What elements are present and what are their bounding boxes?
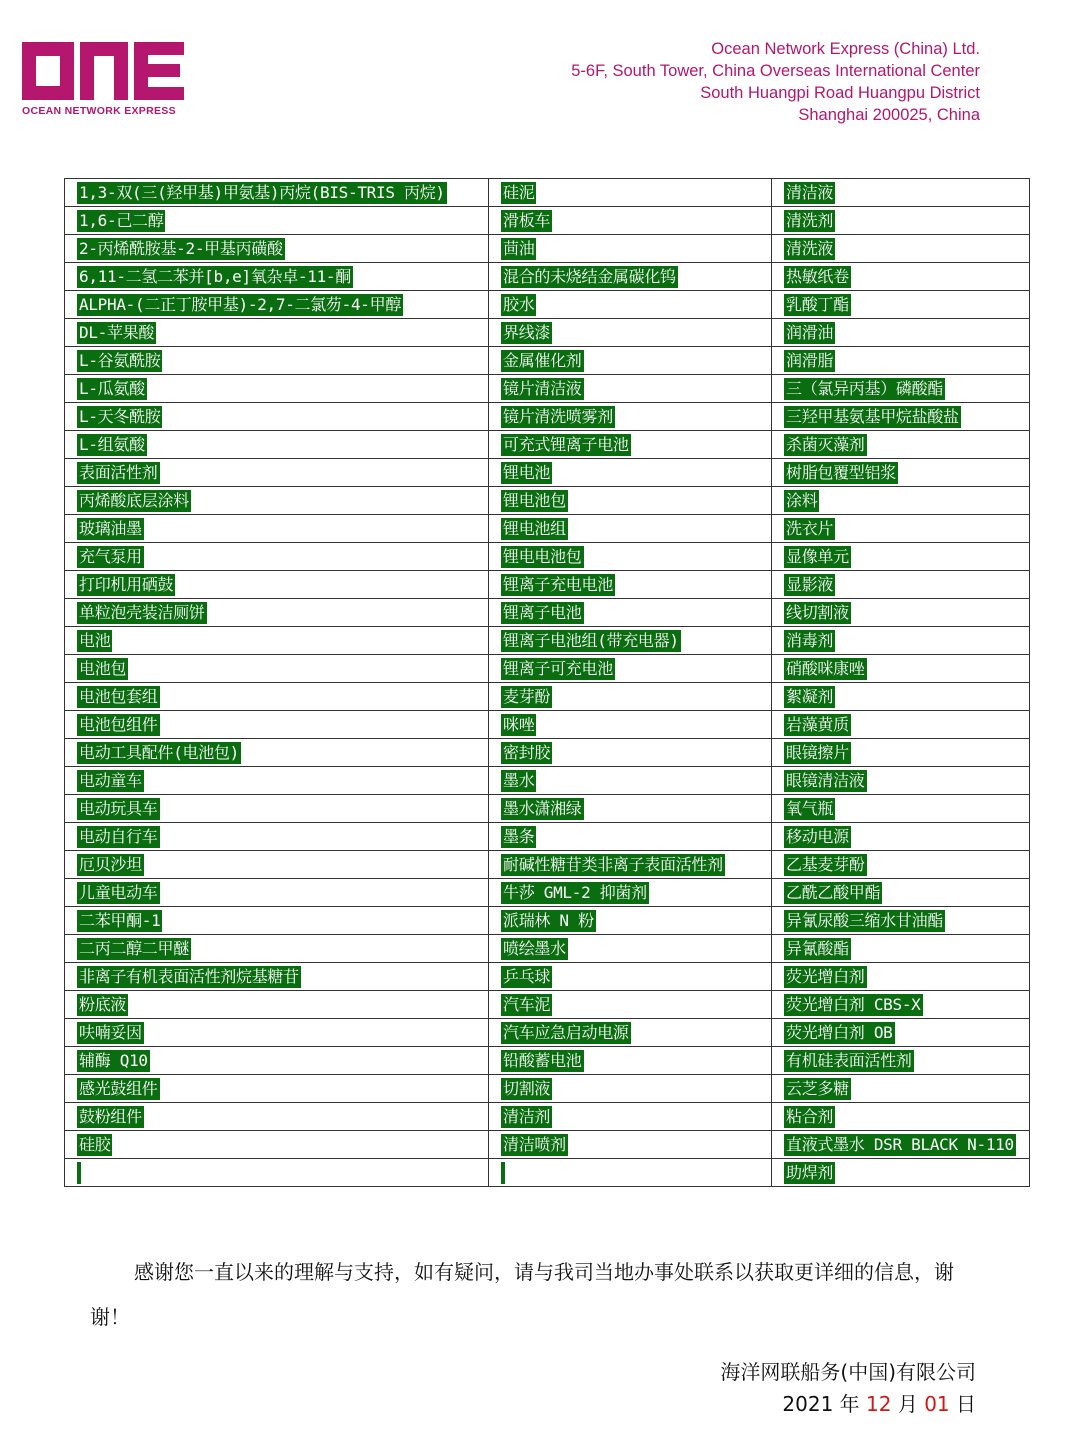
- cell-text: 6,11-二氢二苯并[b,e]氧杂卓-11-酮: [79, 266, 351, 286]
- date-day: 01: [924, 1392, 950, 1416]
- table-cell: [65, 627, 489, 655]
- table-cell: [489, 991, 772, 1019]
- cell-text: 消毒剂: [786, 630, 834, 650]
- cell-text: 异氰尿酸三缩水甘油酯: [786, 910, 944, 930]
- company-address: [571, 38, 980, 126]
- cell-text: 电池包套组: [79, 686, 158, 706]
- cell-text: 感光鼓组件: [79, 1078, 158, 1098]
- table-cell: [489, 739, 772, 767]
- table-cell: [489, 683, 772, 711]
- cell-text: 可充式锂离子电池: [503, 434, 629, 454]
- table-cell: [772, 571, 1030, 599]
- cell-text: 锂电池包: [503, 490, 566, 510]
- table-cell: [772, 1047, 1030, 1075]
- table-cell: [772, 179, 1030, 207]
- cell-text: 汽车应急启动电源: [503, 1022, 629, 1042]
- cell-text: 锂电池: [503, 462, 551, 482]
- table-cell: [65, 459, 489, 487]
- cell-text: 粘合剂: [786, 1106, 834, 1126]
- table-row: [65, 179, 1030, 207]
- table-cell: [489, 1019, 772, 1047]
- table-cell: [772, 627, 1030, 655]
- cell-text: 喷绘墨水: [503, 938, 566, 958]
- cell-text: 丙烯酸底层涂料: [79, 490, 189, 510]
- cell-text: 电池包组件: [79, 714, 158, 734]
- table-cell: [489, 375, 772, 403]
- cell-text: 锂离子电池: [503, 602, 582, 622]
- table-row: [65, 1047, 1030, 1075]
- table-row: [65, 1159, 1030, 1187]
- table-cell: [489, 431, 772, 459]
- table-cell: [65, 795, 489, 823]
- cell-text: 鼓粉组件: [79, 1106, 142, 1126]
- table-cell: [489, 907, 772, 935]
- table-cell: [489, 711, 772, 739]
- table-cell: [65, 991, 489, 1019]
- table-cell: [772, 403, 1030, 431]
- cell-text: 墨水: [503, 770, 535, 790]
- cell-text: 有机硅表面活性剂: [786, 1050, 912, 1070]
- cell-text: 茴油: [503, 238, 535, 258]
- cell-text: 树脂包覆型铝浆: [786, 462, 896, 482]
- cell-text: 岩藻黄质: [786, 714, 849, 734]
- table-cell: [65, 403, 489, 431]
- table-row: [65, 935, 1030, 963]
- cell-text: 清洗液: [786, 238, 834, 258]
- cell-text: 清洁液: [786, 182, 834, 202]
- cell-text: 异氰酸酯: [786, 938, 849, 958]
- cell-text: 牛莎 GML-2 抑菌剂: [503, 882, 647, 902]
- table-row: [65, 431, 1030, 459]
- table-cell: [772, 291, 1030, 319]
- cell-text: 辅酶 Q10: [79, 1050, 148, 1070]
- signature-block: [720, 1356, 976, 1420]
- table-cell: [772, 795, 1030, 823]
- cell-text: 线切割液: [786, 602, 849, 622]
- cell-text: 表面活性剂: [79, 462, 158, 482]
- cell-text: 打印机用硒鼓: [79, 574, 174, 594]
- one-logo-mark-icon: [22, 42, 184, 100]
- date-year: 2021: [782, 1392, 834, 1416]
- table-row: [65, 487, 1030, 515]
- table-row: [65, 515, 1030, 543]
- table-cell: [772, 963, 1030, 991]
- cell-text: 杀菌灭藻剂: [786, 434, 865, 454]
- table-cell: [489, 879, 772, 907]
- table-row: [65, 795, 1030, 823]
- table-cell: [65, 767, 489, 795]
- table-row: [65, 347, 1030, 375]
- cell-text: 助焊剂: [786, 1162, 834, 1182]
- table-cell: [772, 235, 1030, 263]
- table-cell: [772, 879, 1030, 907]
- table-cell: [489, 291, 772, 319]
- cell-text: 二苯甲酮-1: [79, 910, 161, 930]
- one-logo: [22, 42, 192, 117]
- table-cell: [489, 767, 772, 795]
- table-cell: [772, 487, 1030, 515]
- table-cell: [772, 1131, 1030, 1159]
- table-cell: [772, 1103, 1030, 1131]
- table-cell: [772, 935, 1030, 963]
- cell-text: 硝酸咪康唑: [786, 658, 865, 678]
- table-cell: [489, 319, 772, 347]
- cell-text: 乳酸丁酯: [786, 294, 849, 314]
- cell-text: 移动电源: [786, 826, 849, 846]
- goods-list-table: [64, 178, 1030, 1187]
- table-cell: [489, 1075, 772, 1103]
- table-cell: [65, 907, 489, 935]
- cell-text: 氧气瓶: [786, 798, 834, 818]
- table-row: [65, 907, 1030, 935]
- cell-text: 润滑脂: [786, 350, 834, 370]
- cell-text: 界线漆: [503, 322, 551, 342]
- cell-text: 耐碱性糖苷类非离子表面活性剂: [503, 854, 723, 874]
- cell-text: 显影液: [786, 574, 834, 594]
- table-cell: [65, 431, 489, 459]
- cell-text: 电池: [79, 630, 111, 650]
- table-row: [65, 823, 1030, 851]
- table-row: [65, 767, 1030, 795]
- address-line: Ocean Network Express (China) Ltd.: [711, 40, 980, 58]
- table-cell: [65, 739, 489, 767]
- table-row: [65, 683, 1030, 711]
- table-row: [65, 655, 1030, 683]
- cell-text: L-瓜氨酸: [79, 378, 145, 398]
- table-row: [65, 1075, 1030, 1103]
- table-cell: [772, 319, 1030, 347]
- cell-text: 乙基麦芽酚: [786, 854, 865, 874]
- table-cell: [65, 487, 489, 515]
- table-cell: [489, 935, 772, 963]
- table-row: [65, 711, 1030, 739]
- table-cell: [772, 683, 1030, 711]
- cell-text: 电动童车: [79, 770, 142, 790]
- cell-text: 锂离子可充电池: [503, 658, 613, 678]
- cell-text: 涂料: [786, 490, 818, 510]
- cell-text: 滑板车: [503, 210, 551, 230]
- table-cell: [489, 515, 772, 543]
- table-cell: [489, 487, 772, 515]
- cell-text: DL-苹果酸: [79, 322, 155, 342]
- table-cell: [772, 599, 1030, 627]
- cell-text: 1,3-双(三(羟甲基)甲氨基)丙烷(BIS-TRIS 丙烷): [79, 182, 445, 202]
- cell-text: 乒乓球: [503, 966, 551, 986]
- table-cell: [772, 711, 1030, 739]
- table-cell: [772, 515, 1030, 543]
- table-cell: [772, 375, 1030, 403]
- cell-text: 荧光增白剂 CBS-X: [786, 994, 921, 1014]
- cell-text: 单粒泡壳装洁厕饼: [79, 602, 205, 622]
- cell-text: 眼镜擦片: [786, 742, 849, 762]
- table-cell: [489, 851, 772, 879]
- table-cell: [65, 1047, 489, 1075]
- cell-text: 硅胶: [79, 1134, 111, 1154]
- table-row: [65, 235, 1030, 263]
- table-cell: [65, 963, 489, 991]
- cell-text: 墨水潇湘绿: [503, 798, 582, 818]
- cell-text: 派瑞林 N 粉: [503, 910, 594, 930]
- table-row: [65, 263, 1030, 291]
- cell-text: 胶水: [503, 294, 535, 314]
- table-cell: [65, 235, 489, 263]
- table-cell: [489, 627, 772, 655]
- cell-text: 充气泵用: [79, 546, 142, 566]
- cell-text: 儿童电动车: [79, 882, 158, 902]
- cell-text: 锂电池组: [503, 518, 566, 538]
- table-cell: [489, 1103, 772, 1131]
- cell-text: 眼镜清洁液: [786, 770, 865, 790]
- table-cell: [489, 403, 772, 431]
- empty-cell-marker: [77, 1162, 81, 1184]
- cell-text: 清洗剂: [786, 210, 834, 230]
- cell-text: 洗衣片: [786, 518, 834, 538]
- cell-text: 云芝多糖: [786, 1078, 849, 1098]
- table-cell: [772, 655, 1030, 683]
- table-row: [65, 375, 1030, 403]
- cell-text: 絮凝剂: [786, 686, 834, 706]
- cell-text: 非离子有机表面活性剂烷基糖苷: [79, 966, 299, 986]
- cell-text: 显像单元: [786, 546, 849, 566]
- table-cell: [65, 319, 489, 347]
- table-cell: [65, 711, 489, 739]
- table-cell: [489, 571, 772, 599]
- table-cell: [772, 739, 1030, 767]
- table-cell: [65, 263, 489, 291]
- cell-text: L-谷氨酰胺: [79, 350, 161, 370]
- cell-text: L-天冬酰胺: [79, 406, 161, 426]
- table-cell: [489, 207, 772, 235]
- table-cell: [489, 179, 772, 207]
- table-row: [65, 739, 1030, 767]
- cell-text: 润滑油: [786, 322, 834, 342]
- table-cell: [65, 207, 489, 235]
- table-row: [65, 543, 1030, 571]
- table-cell: [772, 431, 1030, 459]
- address-line: 5-6F, South Tower, China Overseas International Center: [571, 62, 980, 80]
- table-row: [65, 291, 1030, 319]
- cell-text: 电动自行车: [79, 826, 158, 846]
- cell-text: 切割液: [503, 1078, 551, 1098]
- goods-list-body: [65, 179, 1030, 1187]
- cell-text: 墨条: [503, 826, 535, 846]
- table-cell: [772, 1019, 1030, 1047]
- table-row: [65, 963, 1030, 991]
- table-cell: [65, 1019, 489, 1047]
- cell-text: 热敏纸卷: [786, 266, 849, 286]
- table-cell: [772, 347, 1030, 375]
- table-cell: [489, 235, 772, 263]
- table-row: [65, 319, 1030, 347]
- table-row: [65, 459, 1030, 487]
- table-cell: [65, 1103, 489, 1131]
- table-row: [65, 571, 1030, 599]
- table-cell: [772, 543, 1030, 571]
- cell-text: L-组氨酸: [79, 434, 145, 454]
- table-cell: [65, 599, 489, 627]
- cell-text: 镜片清洁液: [503, 378, 582, 398]
- cell-text: 二丙二醇二甲醚: [79, 938, 189, 958]
- table-cell: [65, 1131, 489, 1159]
- table-cell: [489, 1131, 772, 1159]
- address-line: Shanghai 200025, China: [798, 106, 980, 124]
- table-cell: [772, 991, 1030, 1019]
- cell-text: 电动工具配件(电池包): [79, 742, 239, 762]
- table-row: [65, 1019, 1030, 1047]
- table-cell: [489, 263, 772, 291]
- signature-date: [720, 1388, 976, 1420]
- table-cell: [772, 851, 1030, 879]
- table-cell: [772, 767, 1030, 795]
- table-row: [65, 207, 1030, 235]
- table-cell: [65, 935, 489, 963]
- table-cell: [65, 347, 489, 375]
- table-cell: [489, 1159, 772, 1187]
- table-row: [65, 879, 1030, 907]
- cell-text: 混合的未烧结金属碳化钨: [503, 266, 676, 286]
- logo-tagline: OCEAN NETWORK EXPRESS: [22, 105, 176, 117]
- cell-text: 清洁喷剂: [503, 1134, 566, 1154]
- table-cell: [772, 1159, 1030, 1187]
- table-row: [65, 403, 1030, 431]
- table-cell: [772, 1075, 1030, 1103]
- date-year-unit: 年: [839, 1392, 860, 1416]
- empty-cell-marker: [501, 1162, 505, 1184]
- cell-text: 密封胶: [503, 742, 551, 762]
- cell-text: 电池包: [79, 658, 127, 678]
- table-row: [65, 1103, 1030, 1131]
- table-cell: [65, 291, 489, 319]
- table-cell: [489, 655, 772, 683]
- table-cell: [65, 1159, 489, 1187]
- cell-text: 玻璃油墨: [79, 518, 142, 538]
- table-cell: [65, 655, 489, 683]
- table-cell: [65, 823, 489, 851]
- cell-text: 金属催化剂: [503, 350, 582, 370]
- table-cell: [65, 683, 489, 711]
- table-cell: [65, 515, 489, 543]
- table-cell: [65, 375, 489, 403]
- closing-note: 感谢您一直以来的理解与支持，如有疑问，请与我司当地办事处联系以获取更详细的信息，谢谢！: [90, 1260, 954, 1329]
- table-cell: [772, 907, 1030, 935]
- table-cell: [772, 263, 1030, 291]
- table-cell: [489, 1047, 772, 1075]
- table-cell: [489, 543, 772, 571]
- cell-text: 锂电电池包: [503, 546, 582, 566]
- cell-text: 厄贝沙坦: [79, 854, 142, 874]
- table-cell: [65, 179, 489, 207]
- table-row: [65, 851, 1030, 879]
- cell-text: ALPHA-(二正丁胺甲基)-2,7-二氯芴-4-甲醇: [79, 294, 402, 314]
- table-cell: [65, 571, 489, 599]
- date-month: 12: [866, 1392, 892, 1416]
- cell-text: 三羟甲基氨基甲烷盐酸盐: [786, 406, 959, 426]
- date-month-unit: 月: [897, 1392, 918, 1416]
- cell-text: 粉底液: [79, 994, 127, 1014]
- table-row: [65, 1131, 1030, 1159]
- table-cell: [489, 963, 772, 991]
- cell-text: 汽车泥: [503, 994, 551, 1014]
- table-cell: [772, 823, 1030, 851]
- table-cell: [489, 459, 772, 487]
- signature-company: 海洋网联船务(中国)有限公司: [720, 1360, 976, 1384]
- address-line: South Huangpi Road Huangpu District: [700, 84, 980, 102]
- table-cell: [489, 823, 772, 851]
- cell-text: 锂离子电池组(带充电器): [503, 630, 679, 650]
- cell-text: 三（氯异丙基）磷酸酯: [786, 378, 944, 398]
- cell-text: 直液式墨水 DSR BLACK N-110: [786, 1134, 1014, 1154]
- cell-text: 呋喃妥因: [79, 1022, 142, 1042]
- cell-text: 荧光增白剂: [786, 966, 865, 986]
- table-row: [65, 599, 1030, 627]
- cell-text: 镜片清洗喷雾剂: [503, 406, 613, 426]
- table-row: [65, 991, 1030, 1019]
- cell-text: 咪唑: [503, 714, 535, 734]
- table-row: [65, 627, 1030, 655]
- cell-text: 电动玩具车: [79, 798, 158, 818]
- table-cell: [489, 347, 772, 375]
- cell-text: 乙酰乙酸甲酯: [786, 882, 881, 902]
- cell-text: 硅泥: [503, 182, 535, 202]
- table-cell: [772, 207, 1030, 235]
- table-cell: [772, 459, 1030, 487]
- table-cell: [65, 1075, 489, 1103]
- cell-text: 2-丙烯酰胺基-2-甲基丙磺酸: [79, 238, 283, 258]
- table-cell: [489, 795, 772, 823]
- table-cell: [65, 543, 489, 571]
- cell-text: 麦芽酚: [503, 686, 551, 706]
- table-cell: [489, 599, 772, 627]
- table-cell: [65, 879, 489, 907]
- cell-text: 荧光增白剂 OB: [786, 1022, 893, 1042]
- table-cell: [65, 851, 489, 879]
- date-day-unit: 日: [956, 1392, 976, 1416]
- cell-text: 铅酸蓄电池: [503, 1050, 582, 1070]
- cell-text: 锂离子充电电池: [503, 574, 613, 594]
- cell-text: 清洁剂: [503, 1106, 551, 1126]
- cell-text: 1,6-己二醇: [79, 210, 164, 230]
